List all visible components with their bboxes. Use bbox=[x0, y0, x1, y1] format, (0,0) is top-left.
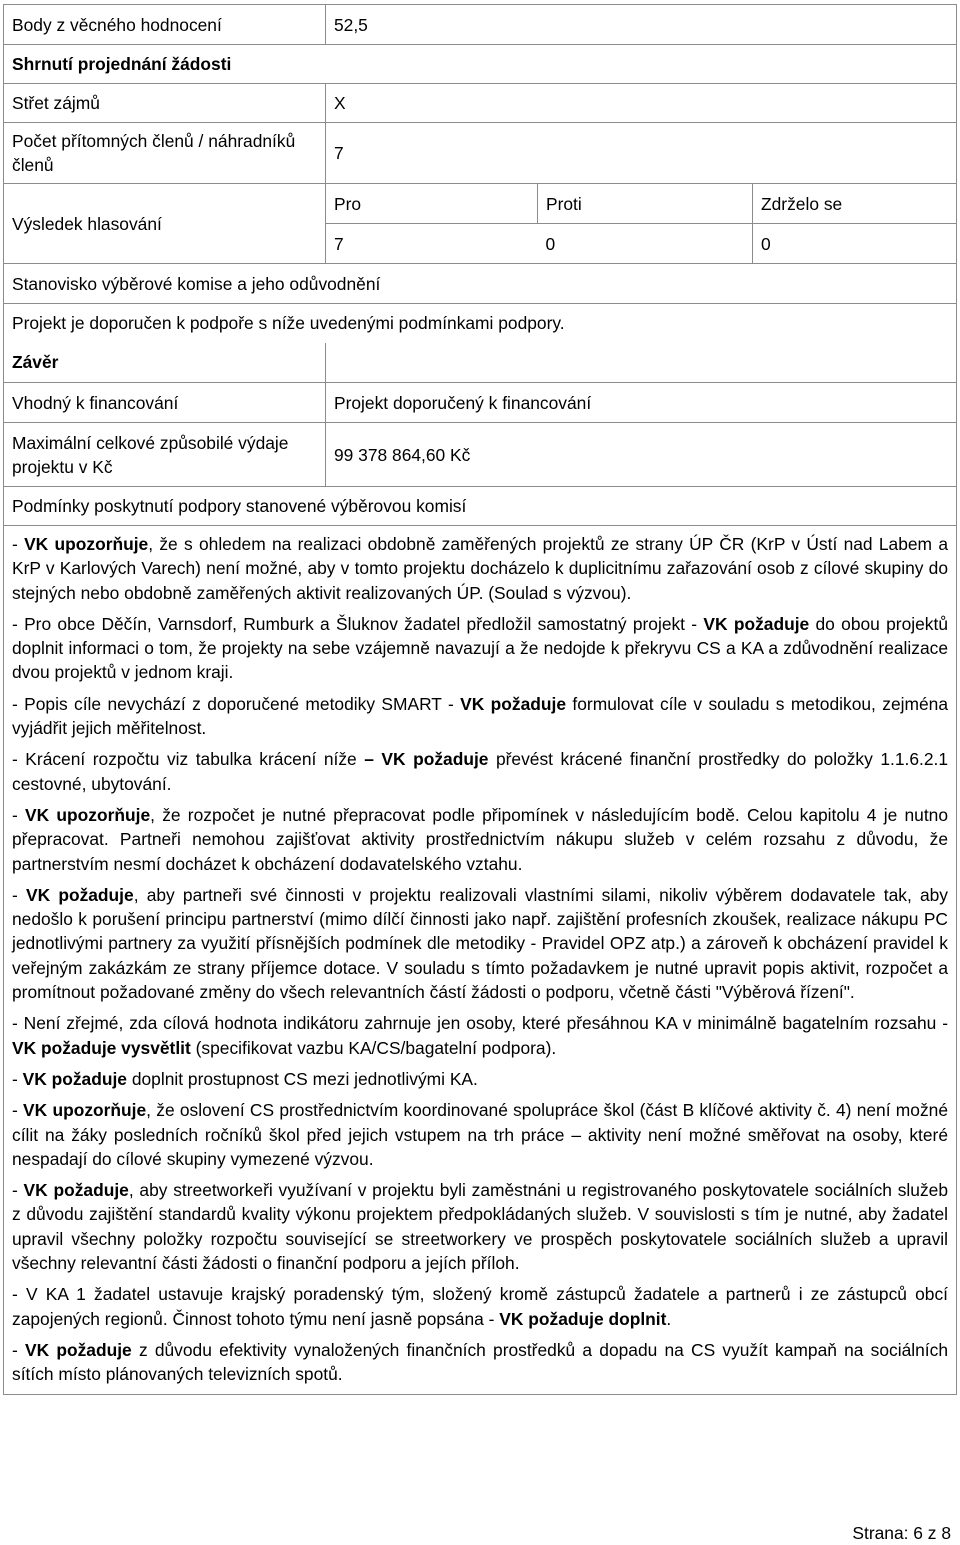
condition-emphasis: VK požaduje bbox=[22, 1068, 127, 1089]
condition-item bbox=[12, 532, 948, 605]
body-label: Body z věcného hodnocení bbox=[4, 5, 326, 45]
condition-emphasis: VK požaduje vysvětlit bbox=[12, 1037, 191, 1058]
vote-value-zdrzelo: 0 bbox=[753, 224, 957, 264]
condition-text: , aby partneři své činnosti v projektu realizovali vlastními silami, nikoliv výběrem dodavatele tak, aby nedošlo k porušení principu partnerství (mimo dílčí činnosti jako např. zajištění profesních zkoušek, realizace nákupu PC jednotlivými partnery za využití přísnějších podmínek dle metodiky - Pravidel OPZ atp.) a zároveň k obcházení pravidel k veřejným zakázkám ze strany příjemce dotace. V souladu s tímto požadavkem je nutné upravit popis aktivit, rozpočet a promítnout požadované změny do všech relevantních částí žádosti o podporu, včetně části "Výběrová řízení". bbox=[12, 884, 948, 1003]
condition-text: , že oslovení CS prostřednictvím koordinované spolupráce škol (část B klíčové aktivity č. 4) není možné cílit na žáky posledních ročníků škol před jejich vstupem na trh práce – aktivity není možné směřovat na osoby, které nespadají do cílové skupiny vymezené výzvou. bbox=[12, 1100, 948, 1169]
stret-label: Střet zájmů bbox=[4, 84, 326, 123]
condition-item bbox=[12, 1338, 948, 1387]
condition-item bbox=[12, 1067, 948, 1091]
stanovisko-text: Projekt je doporučen k podpoře s níže uvedenými podmínkami podpory. bbox=[4, 304, 957, 343]
condition-text: z důvodu efektivity vynaložených finančních prostředků a dopadu na CS využít kampaň na sociálních sítích místo plánovaných televizních spotů. bbox=[12, 1339, 948, 1385]
condition-item bbox=[12, 1282, 948, 1331]
evaluation-table bbox=[3, 4, 957, 1395]
condition-text: , aby streetworkeři využívaní v projektu byli zaměstnáni u registrovaného poskytovatele sociálních služeb z důvodu zajištění standardů kvality výkonu projektem předpokládaných služeb. V souvislosti s tím je nutné, aby žadatel upravil všechny položky rozpočtu související se streetworkery ve prospěch poskytovatele sociálních služeb a upravil všechny relevantní části žádosti o finanční podporu a jejích příloh. bbox=[12, 1180, 948, 1274]
condition-item bbox=[12, 1011, 948, 1060]
condition-emphasis: – VK požaduje bbox=[364, 749, 489, 770]
condition-text: - bbox=[12, 884, 26, 905]
max-label: Maximální celkové způsobilé výdaje projektu v Kč bbox=[4, 423, 326, 487]
vote-header-zdrzelo: Zdrželo se bbox=[753, 184, 957, 224]
condition-emphasis: VK upozorňuje bbox=[24, 534, 149, 554]
condition-emphasis: VK požaduje bbox=[25, 1339, 132, 1360]
condition-text: . bbox=[666, 1308, 672, 1329]
condition-text: formulovat cíle v souladu s metodikou, zejména vyjádřit jejich měřitelnost. bbox=[12, 693, 948, 739]
conditions-cell bbox=[4, 526, 957, 1395]
condition-emphasis: VK požaduje bbox=[460, 693, 567, 714]
condition-emphasis: VK požaduje bbox=[703, 613, 810, 634]
condition-item bbox=[12, 803, 948, 876]
condition-text: - bbox=[12, 1180, 24, 1201]
condition-item bbox=[12, 612, 948, 685]
max-value: 99 378 864,60 Kč bbox=[326, 423, 957, 487]
pocet-label: Počet přítomných členů / náhradníků členů bbox=[4, 123, 326, 184]
condition-text: do obou projektů doplnit informaci o tom, že projekty na sebe vzájemně navazují a že nedojde k překryvu CS a KA a zdůvodnění realizace dvou projektů v jednom kraji. bbox=[12, 613, 948, 683]
pocet-value: 7 bbox=[326, 123, 957, 184]
condition-emphasis: VK upozorňuje bbox=[25, 804, 151, 825]
condition-text: - Není zřejmé, zda cílová hodnota indikátoru zahrnuje jen osoby, které přesáhnou KA v minimálně bagatelním rozsahu - bbox=[12, 1013, 948, 1034]
vhodny-value: Projekt doporučený k financování bbox=[326, 383, 957, 423]
shrnuti-heading: Shrnutí projednání žádosti bbox=[4, 45, 957, 84]
vhodny-label: Vhodný k financování bbox=[4, 383, 326, 423]
stret-value: X bbox=[326, 84, 957, 123]
condition-text: , že rozpočet je nutné přepracovat podle připomínek v následujícím bodě. Celou kapitolu 4 je nutno přepracovat. Partneři nemohou zajišťovat aktivity prostřednictvím nákupu služeb v celém rozsahu z důvodu, že partnerstvím nesmí docházet k obcházení dodavatelského vztahu. bbox=[12, 804, 948, 874]
condition-text: - bbox=[12, 1339, 25, 1360]
condition-text: převést krácené finanční prostředky do položky 1.1.6.2.1 cestovné, ubytování. bbox=[12, 749, 949, 794]
condition-text: - bbox=[12, 1068, 23, 1089]
condition-item bbox=[12, 883, 948, 1004]
condition-emphasis: VK požaduje bbox=[23, 1180, 129, 1201]
condition-text: - Pro obce Děčín, Varnsdorf, Rumburk a Šluknov žadatel předložil samostatný projekt - bbox=[12, 613, 704, 634]
condition-text: - Popis cíle nevychází z doporučené metodiky SMART - bbox=[12, 693, 461, 714]
condition-item bbox=[12, 1098, 948, 1171]
podminky-heading: Podmínky poskytnutí podpory stanovené výběrovou komisí bbox=[4, 487, 957, 526]
condition-item bbox=[12, 747, 948, 796]
vote-header-proti: Proti bbox=[538, 184, 753, 224]
condition-text: - bbox=[12, 804, 26, 825]
conditions-list bbox=[12, 532, 948, 1387]
page-number: Strana: 6 z 8 bbox=[852, 1523, 951, 1543]
condition-text: doplnit prostupnost CS mezi jednotlivými KA. bbox=[126, 1068, 478, 1089]
condition-item bbox=[12, 692, 948, 741]
body-value: 52,5 bbox=[326, 5, 957, 45]
condition-text: , že s ohledem na realizaci obdobně zaměřených projektů ze strany ÚP ČR (KrP v Ústí nad Labem a KrP v Karlových Varech) není možné, aby v tomto projektu docházelo k duplicitnímu zařazování osob z cílové skupiny do stejných nebo obdobně zaměřených aktivit realizovaných ÚP. (Soulad s výzvou). bbox=[12, 534, 948, 603]
vysledek-label: Výsledek hlasování bbox=[4, 184, 326, 264]
zaver-heading: Závěr bbox=[4, 343, 326, 383]
condition-text: - bbox=[12, 534, 25, 554]
condition-emphasis: VK upozorňuje bbox=[23, 1100, 147, 1121]
vote-value-pro: 7 bbox=[326, 224, 538, 264]
stanovisko-heading: Stanovisko výběrové komise a jeho odůvodnění bbox=[4, 264, 957, 304]
condition-text: - V KA 1 žadatel ustavuje krajský poradenský tým, složený kromě zástupců žadatele a partnerů i ze zástupců obcí zapojených regionů. Činnost tohoto týmu není jasně popsána - bbox=[12, 1284, 948, 1329]
vote-header-pro: Pro bbox=[326, 184, 538, 224]
vote-value-proti: 0 bbox=[538, 224, 753, 264]
condition-text: - bbox=[12, 1100, 24, 1121]
condition-text: (specifikovat vazbu KA/CS/bagatelní podpora). bbox=[190, 1037, 557, 1058]
condition-emphasis: VK požaduje bbox=[25, 884, 134, 905]
condition-text: - Krácení rozpočtu viz tabulka krácení níže bbox=[12, 749, 365, 770]
condition-emphasis: VK požaduje doplnit bbox=[499, 1308, 667, 1329]
condition-item bbox=[12, 1178, 948, 1275]
